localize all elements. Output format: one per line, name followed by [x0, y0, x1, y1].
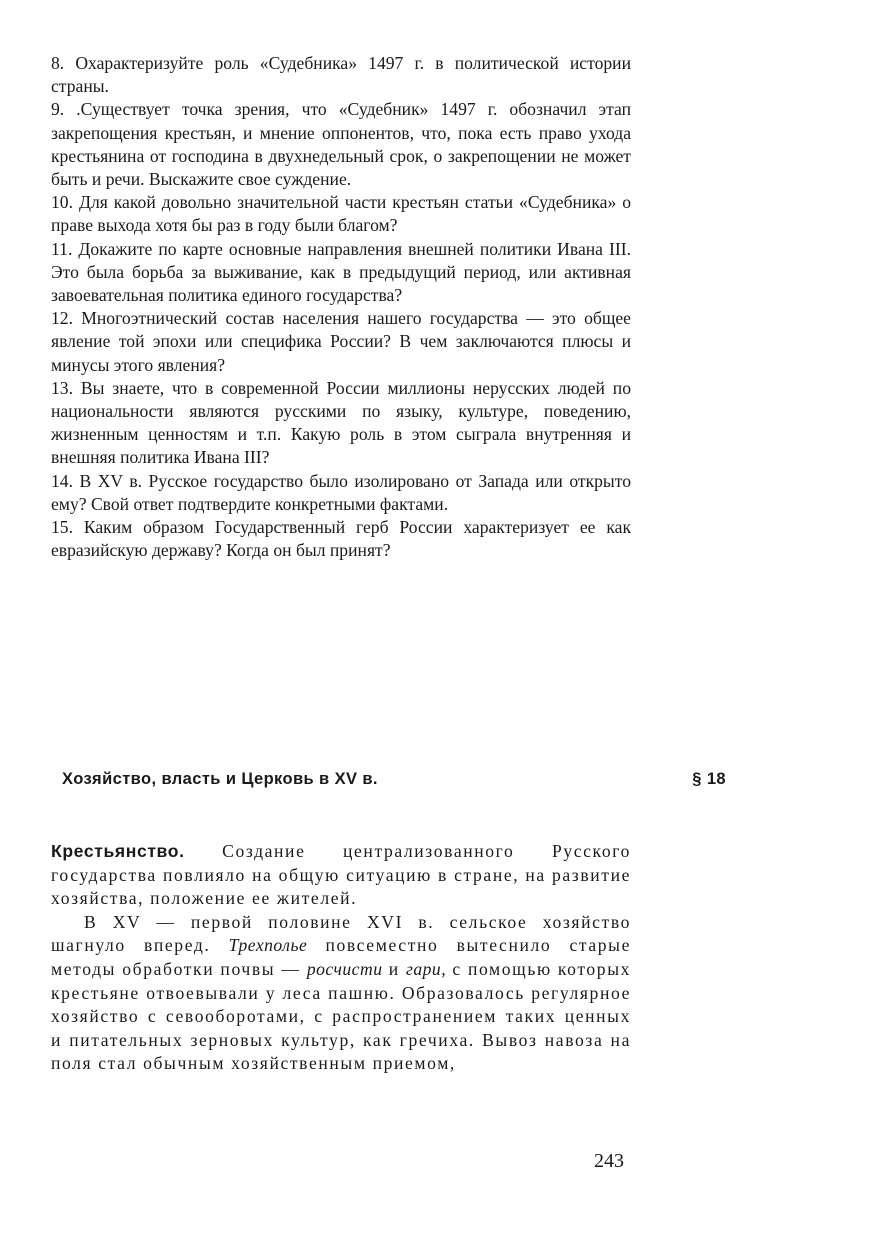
paragraph-text: с помощью которых крестьяне отвоевывали у леса пашню. Образовалось регулярное хозяйство с севооборотами, с распространением таких ценных и питательных зерновых культур, как гречиха. Вывоз навоза на поля стал обычным хозяйственным приемом,: [51, 958, 632, 1074]
section-title: Хозяйство, власть и Церковь в XV в.: [62, 770, 378, 788]
question-15: 15. Каким образом Государственный герб России характеризует ее как евразийскую державу? Когда он был принят?: [51, 517, 631, 561]
question-10: 10. Для какой довольно значительной части крестьян статьи «Судебника» о праве выхода хотя бы раз в году были благом?: [51, 192, 631, 236]
question-14: 14. В XV в. Русское государство было изолировано от Запада или открыто ему? Свой ответ подтвердите конкретными фактами.: [51, 470, 631, 514]
paragraph-text: В XV — первой половине XVI в. сельское хозяйство шагнуло вперед.: [51, 911, 631, 956]
question-9: 9. .Существует точка зрения, что «Судебник» 1497 г. обозначил этап закрепощения крестьян, и мнение оппонентов, что, пока есть право ухода крестьянина от господина в двухнедельный срок, о закрепощении не может быть и речи. Выскажите свое суждение.: [51, 99, 631, 190]
paragraph-text: и: [382, 958, 406, 979]
section-number: § 18: [692, 770, 726, 788]
paragraph-agriculture: [51, 911, 631, 1076]
page-number: 243: [594, 1150, 624, 1172]
question-8: 8. Охарактеризуйте роль «Судебника» 1497 г. в политической истории страны.: [51, 53, 631, 97]
question-13: 13. Вы знаете, что в современной России миллионы нерусских людей по национальности являются русскими по языку, культуре, поведению, жизненным ценностям и т.п. Какую роль в этом сыграла внутренняя и внешняя политика Ивана III?: [51, 377, 631, 468]
review-questions: [51, 52, 631, 562]
question-12: 12. Многоэтнический состав населения нашего государства — это общее явление той эпохи или специфика России? В чем заключаются плюсы и минусы этого явления?: [51, 308, 631, 375]
paragraph-peasantry: [51, 840, 631, 911]
subheading-peasantry: Крестьянство.: [51, 841, 185, 861]
term-burning: гари,: [405, 958, 447, 979]
term-three-field: Трехполье: [228, 935, 308, 956]
paragraph-text: Создание централизованного Русского государства повлияло на общую ситуацию в стране, на развитие хозяйства, положение ее жителей.: [51, 841, 631, 909]
question-11: 11. Докажите по карте основные направления внешней политики Ивана III. Это была борьба за выживание, как в предыдущий период, или активная завоевательная политика единого государства?: [51, 238, 631, 306]
term-clearing: росчисти: [306, 958, 383, 979]
paragraph-text: повсеместно вытеснило старые методы обработки почвы —: [51, 935, 631, 979]
section-body: [51, 840, 631, 1076]
